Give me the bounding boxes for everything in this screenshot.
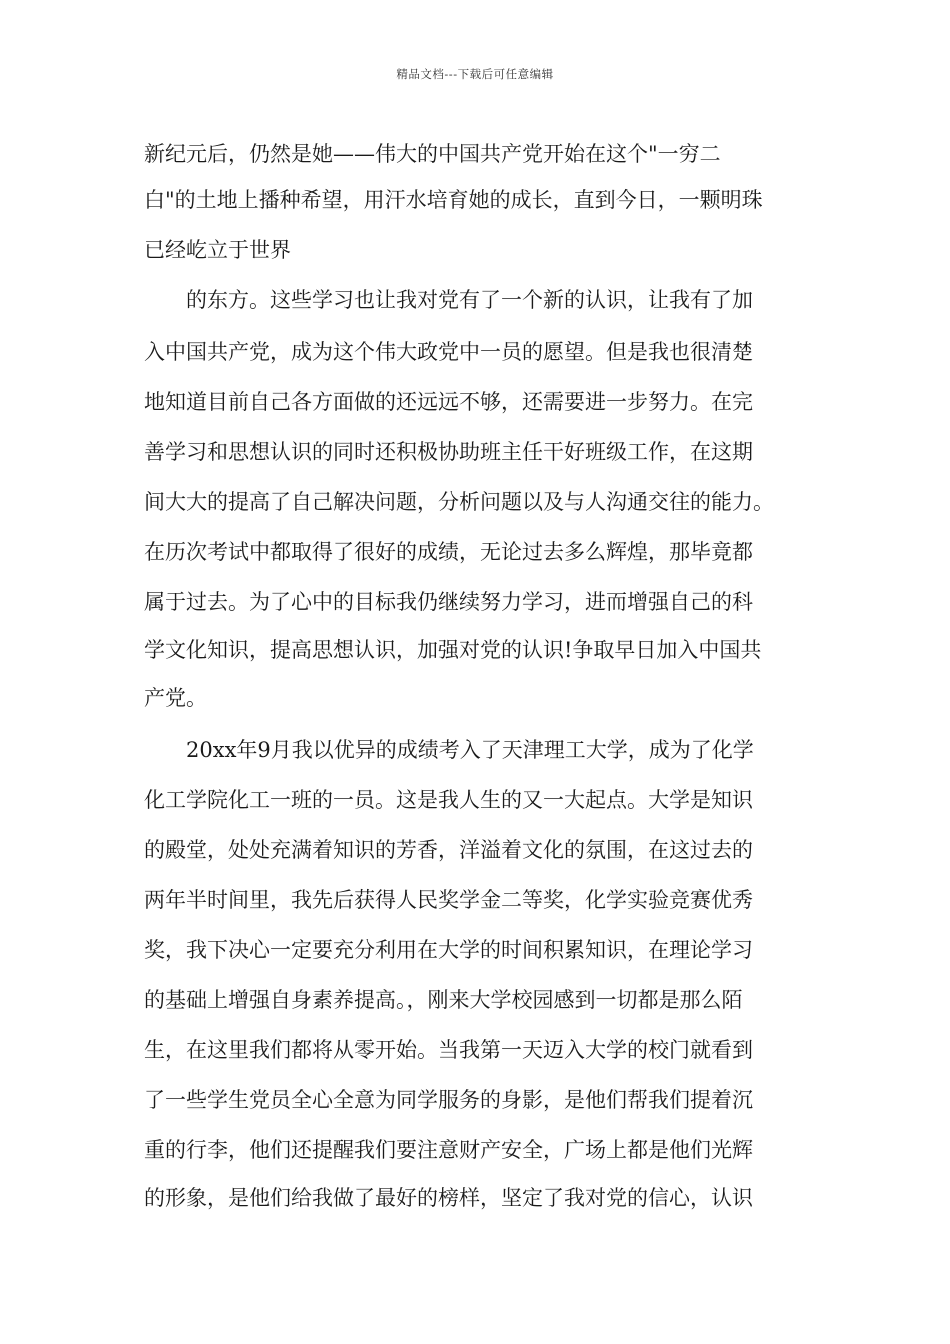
text-line: 产党。 xyxy=(144,686,207,710)
text-line: 的形象，是他们给我做了最好的榜样，坚定了我对党的信心，认识 xyxy=(144,1186,753,1210)
text-line: 新纪元后，仍然是她——伟大的中国共产党开始在这个"一穷二 xyxy=(144,142,721,166)
text-line: 白"的土地上播种希望，用汗水培育她的成长，直到今日，一颗明珠 xyxy=(144,188,763,212)
text-line: 入中国共产党，成为这个伟大政党中一员的愿望。但是我也很清楚 xyxy=(144,340,753,364)
text-line: 善学习和思想认识的同时还积极协助班主任干好班级工作，在这期 xyxy=(144,440,753,464)
text-line: 已经屹立于世界 xyxy=(144,238,291,262)
text-line: 奖，我下决心一定要充分利用在大学的时间积累知识，在理论学习 xyxy=(144,938,753,962)
text-line: 间大大的提高了自己解决问题，分析问题以及与人沟通交往的能力。 xyxy=(144,490,774,514)
text-line: 学文化知识，提高思想认识，加强对党的认识!争取早日加入中国共 xyxy=(144,638,762,662)
text-line: 了一些学生党员全心全意为同学服务的身影，是他们帮我们提着沉 xyxy=(144,1088,753,1112)
text-line: 地知道目前自己各方面做的还远远不够，还需要进一步努力。在完 xyxy=(144,390,753,414)
text-line: 化工学院化工一班的一员。这是我人生的又一大起点。大学是知识 xyxy=(144,788,753,812)
text-line: 在历次考试中都取得了很好的成绩，无论过去多么辉煌，那毕竟都 xyxy=(144,540,753,564)
text-line: 的基础上增强自身素养提高。，刚来大学校园感到一切都是那么陌 xyxy=(144,988,743,1012)
text-line: 的东方。这些学习也让我对党有了一个新的认识，让我有了加 xyxy=(186,288,753,312)
text-line: 20xx年9月我以优异的成绩考入了天津理工大学，成为了化学 xyxy=(186,738,754,762)
text-line: 重的行李，他们还提醒我们要注意财产安全，广场上都是他们光辉 xyxy=(144,1138,753,1162)
page-header: 精品文档---下载后可任意编辑 xyxy=(396,67,554,81)
text-line: 生，在这里我们都将从零开始。当我第一天迈入大学的校门就看到 xyxy=(144,1038,753,1062)
text-line: 的殿堂，处处充满着知识的芳香，洋溢着文化的氛围，在这过去的 xyxy=(144,838,753,862)
text-line: 属于过去。为了心中的目标我仍继续努力学习，进而增强自己的科 xyxy=(144,590,753,614)
text-line: 两年半时间里，我先后获得人民奖学金二等奖，化学实验竞赛优秀 xyxy=(144,888,753,912)
